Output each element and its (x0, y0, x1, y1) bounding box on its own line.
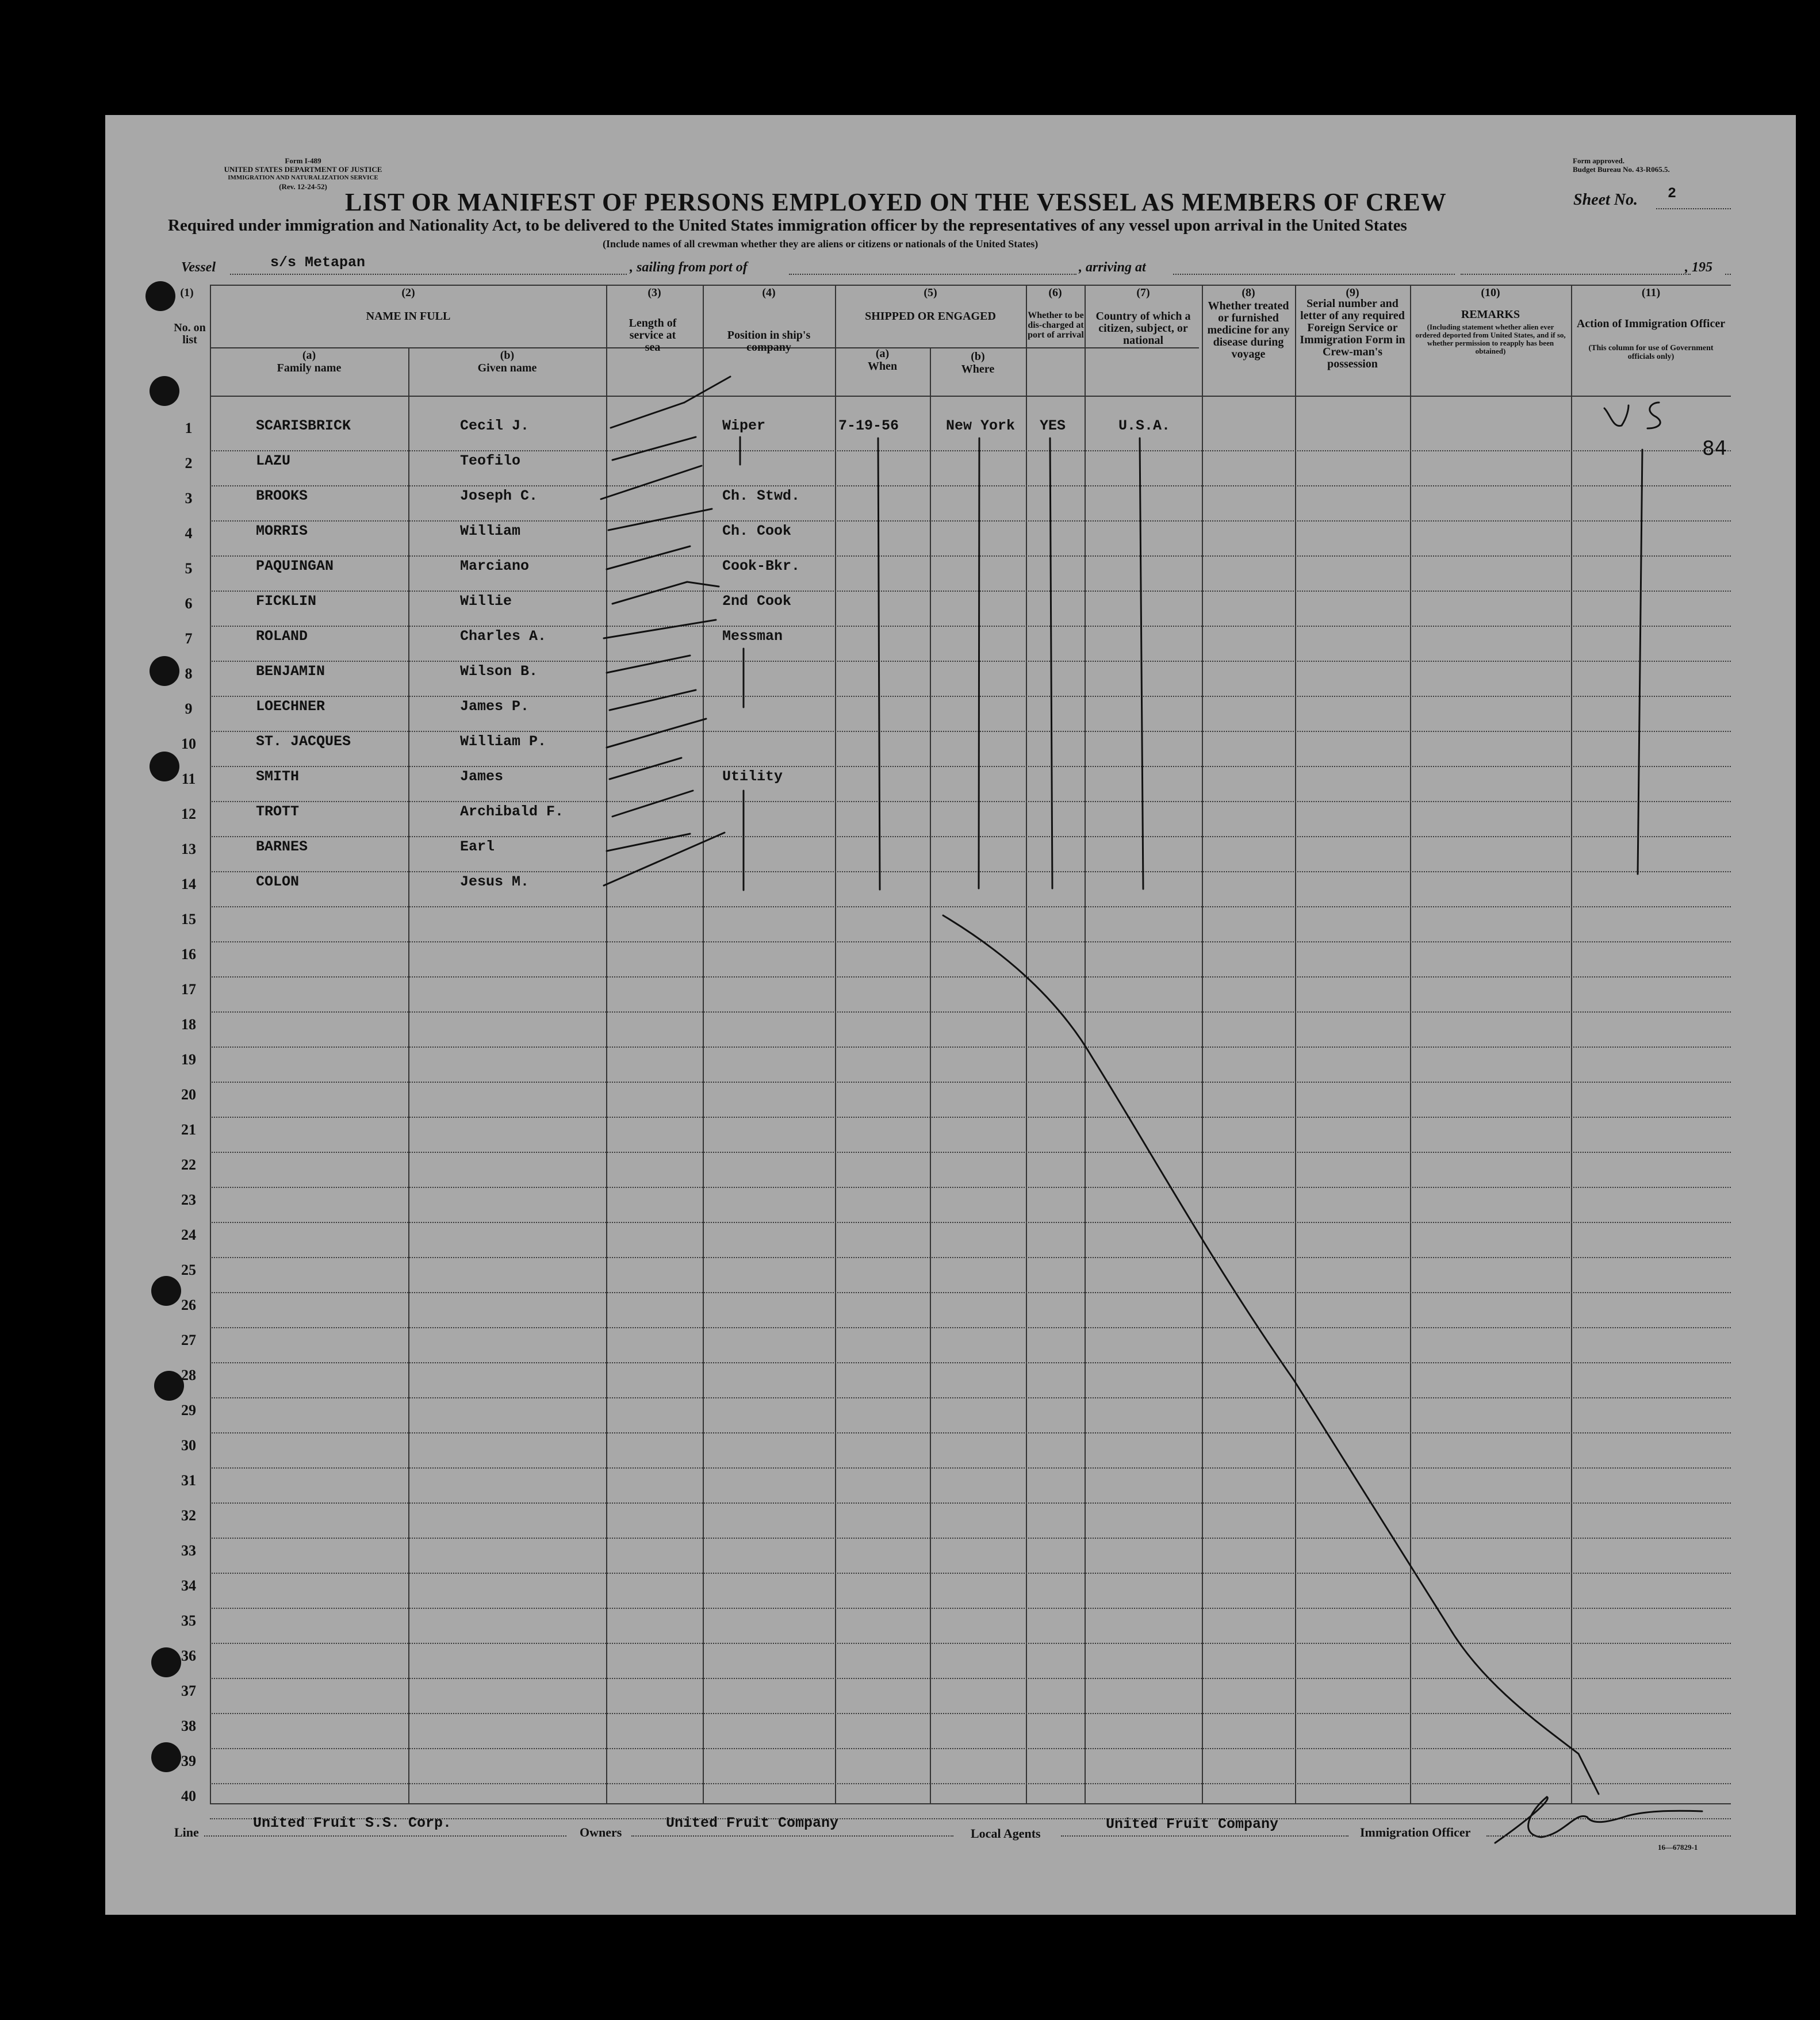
vessel-name: s/s Metapan (270, 254, 366, 271)
sailing-from-label: , sailing from port of (630, 260, 748, 275)
row-number: 21 (181, 1121, 196, 1138)
col2b-number: (b) (500, 349, 515, 362)
col6-number: (6) (1048, 286, 1062, 299)
col5b-number: (b) (971, 350, 985, 363)
row-number: 7 (185, 630, 193, 647)
action-row2: 84 (1702, 437, 1727, 460)
sheet-number-label: Sheet No. (1573, 191, 1638, 209)
action-ditto-mark (1638, 450, 1642, 874)
shipped-when-cell: 7-19-56 (838, 417, 899, 434)
col5a-header: When (867, 360, 898, 373)
form-approved: Form approved. (1573, 156, 1625, 165)
service-name: IMMIGRATION AND NATURALIZATION SERVICE (228, 174, 378, 181)
col1-number: (1) (180, 286, 194, 299)
col11-header: Action of Immigration Officer (1576, 317, 1726, 330)
row-number: 26 (181, 1297, 196, 1313)
row-number: 15 (181, 911, 196, 927)
given-name-cell: William (460, 523, 521, 539)
form-code: 16—67829-1 (1658, 1843, 1698, 1852)
family-name-cell: MORRIS (256, 523, 308, 539)
family-name-cell: PAQUINGAN (256, 558, 334, 574)
row-number: 30 (181, 1437, 196, 1454)
row-number: 10 (181, 735, 196, 752)
given-name-cell: Archibald F. (460, 803, 564, 820)
col10-number: (10) (1481, 286, 1500, 299)
budget-bureau-number: Budget Bureau No. 43-R065.5. (1573, 165, 1670, 174)
row-number: 11 (181, 771, 196, 787)
col5b-header: Where (961, 363, 995, 375)
row-number: 31 (181, 1472, 196, 1489)
line-label: Line (174, 1825, 199, 1839)
revision-date: (Rev. 12-24-52) (279, 182, 327, 191)
col4-number: (4) (762, 286, 776, 299)
row-number: 37 (181, 1682, 196, 1699)
cancel-line (943, 915, 1599, 1794)
family-name-cell: TROTT (256, 803, 300, 820)
row-number: 6 (185, 595, 193, 612)
row-number: 12 (181, 806, 196, 822)
row-number: 23 (181, 1191, 196, 1208)
line-value: United Fruit S.S. Corp. (253, 1815, 452, 1831)
row-number: 20 (181, 1086, 196, 1103)
row-number: 24 (181, 1226, 196, 1243)
row-number: 17 (181, 981, 196, 998)
given-name-cell: Cecil J. (460, 417, 530, 434)
col10-note: (Including statement whether alien ever ordered deported from United States, and if so, whether permission to reapply has been obtained) (1415, 323, 1566, 355)
col3-header: Length of service at sea (629, 317, 677, 354)
col5a-number: (a) (875, 347, 890, 360)
col11-note: (This column for use of Government officials only) (1588, 344, 1714, 361)
col5-number: (5) (924, 286, 937, 299)
col4-header: Position in ship's company (727, 329, 811, 354)
sheet-number-value: 2 (1668, 185, 1677, 202)
row-number: 36 (181, 1647, 196, 1664)
row-number: 40 (181, 1788, 196, 1804)
row-number: 27 (181, 1332, 196, 1348)
col7-header: Country of which a citizen, subject, or national (1095, 310, 1191, 347)
col2-number: (2) (401, 286, 415, 299)
given-name-cell: Charles A. (460, 628, 547, 645)
col2a-number: (a) (302, 349, 316, 362)
position-cell: Utility (722, 768, 783, 785)
family-name-cell: LOECHNER (256, 698, 325, 715)
arriving-at-label: , arriving at (1079, 260, 1146, 275)
family-name-cell: SMITH (256, 768, 300, 785)
page-subtitle: Required under immigration and Nationality Act, to be delivered to the United States immigration officer by the representatives of any vessel upon arrival in the United States (168, 216, 1407, 235)
col3-number: (3) (647, 286, 661, 299)
row-number: 25 (181, 1262, 196, 1278)
family-name-cell: BROOKS (256, 488, 308, 504)
row-number: 16 (181, 946, 196, 963)
family-name-cell: LAZU (256, 453, 291, 469)
position-cell: Messman (722, 628, 783, 645)
given-name-cell: Wilson B. (460, 663, 538, 680)
country-cell: U.S.A. (1118, 417, 1171, 434)
col6-header: Whether to be dis-charged at port of arrival (1028, 311, 1084, 340)
position-cell: Wiper (722, 417, 766, 434)
row-number: 22 (181, 1156, 196, 1173)
family-name-cell: COLON (256, 873, 300, 890)
family-name-cell: BENJAMIN (256, 663, 325, 680)
given-name-cell: Teofilo (460, 453, 521, 469)
row-number: 4 (185, 525, 193, 542)
page-subnote: (Include names of all crewman whether they are aliens or citizens or nationals of the United States) (603, 238, 1039, 250)
department-name: UNITED STATES DEPARTMENT OF JUSTICE (224, 165, 382, 174)
col2a-header: Family name (277, 362, 342, 374)
row-number: 35 (181, 1612, 196, 1629)
row-number: 13 (181, 841, 196, 857)
family-name-cell: BARNES (256, 838, 308, 855)
row-number: 9 (185, 700, 193, 717)
position-cell: Cook-Bkr. (722, 558, 800, 574)
owners-value: United Fruit Company (666, 1815, 839, 1831)
col5-header: SHIPPED OR ENGAGED (865, 310, 996, 323)
given-name-cell: James P. (460, 698, 530, 715)
col2b-header: Given name (477, 362, 537, 374)
position-cell: 2nd Cook (722, 593, 792, 610)
discharge-cell: YES (1040, 417, 1066, 434)
row-number: 18 (181, 1016, 196, 1033)
row-number: 3 (185, 490, 193, 507)
row-number: 29 (181, 1402, 196, 1419)
col2-header: NAME IN FULL (366, 310, 451, 323)
row-number: 28 (181, 1367, 196, 1383)
row-number: 33 (181, 1542, 196, 1559)
immigration-officer-label: Immigration Officer (1360, 1825, 1471, 1839)
family-name-cell: SCARISBRICK (256, 417, 351, 434)
col7-number: (7) (1136, 286, 1150, 299)
discharge-ditto-mark (1050, 438, 1052, 888)
row-number: 39 (181, 1753, 196, 1769)
col10-header: REMARKS (1461, 308, 1520, 321)
family-name-cell: ST. JACQUES (256, 733, 351, 750)
row-number: 34 (181, 1577, 196, 1594)
row-number: 5 (185, 560, 193, 577)
given-name-cell: William P. (460, 733, 547, 750)
col8-number: (8) (1242, 286, 1255, 299)
position-cell: Ch. Cook (722, 523, 792, 539)
shipped-where-cell: New York (946, 417, 1016, 434)
country-ditto-mark (1140, 438, 1143, 889)
col1-header: No. on list (174, 321, 206, 346)
family-name-cell: FICKLIN (256, 593, 317, 610)
given-name-cell: Earl (460, 838, 495, 855)
family-name-cell: ROLAND (256, 628, 308, 645)
row-number: 1 (185, 420, 193, 436)
col8-header: Whether treated or furnished medicine for any disease during voyage (1207, 300, 1290, 361)
row-number: 2 (185, 455, 193, 472)
given-name-cell: James (460, 768, 504, 785)
local-agents-label: Local Agents (971, 1826, 1041, 1841)
given-name-cell: Marciano (460, 558, 530, 574)
row-number: 8 (185, 665, 193, 682)
row-number: 14 (181, 876, 196, 892)
row-number: 19 (181, 1051, 196, 1068)
given-name-cell: Willie (460, 593, 512, 610)
row-number: 32 (181, 1507, 196, 1524)
year-label: , 195 (1685, 260, 1712, 275)
when-ditto-mark (878, 438, 880, 890)
local-agents-value: United Fruit Company (1106, 1816, 1279, 1833)
owners-label: Owners (580, 1825, 622, 1839)
position-cell: Ch. Stwd. (722, 488, 800, 504)
col9-number: (9) (1346, 286, 1359, 299)
col11-number: (11) (1641, 286, 1661, 299)
given-name-cell: Jesus M. (460, 873, 530, 890)
form-number: Form I-489 (285, 156, 321, 165)
vessel-label: Vessel (181, 260, 216, 275)
page-title: LIST OR MANIFEST OF PERSONS EMPLOYED ON THE VESSEL AS MEMBERS OF CREW (345, 188, 1447, 216)
row-number: 38 (181, 1718, 196, 1734)
col9-header: Serial number and letter of any required Foreign Service or Immigration Form in Crew-man's possession (1300, 297, 1405, 370)
given-name-cell: Joseph C. (460, 488, 538, 504)
